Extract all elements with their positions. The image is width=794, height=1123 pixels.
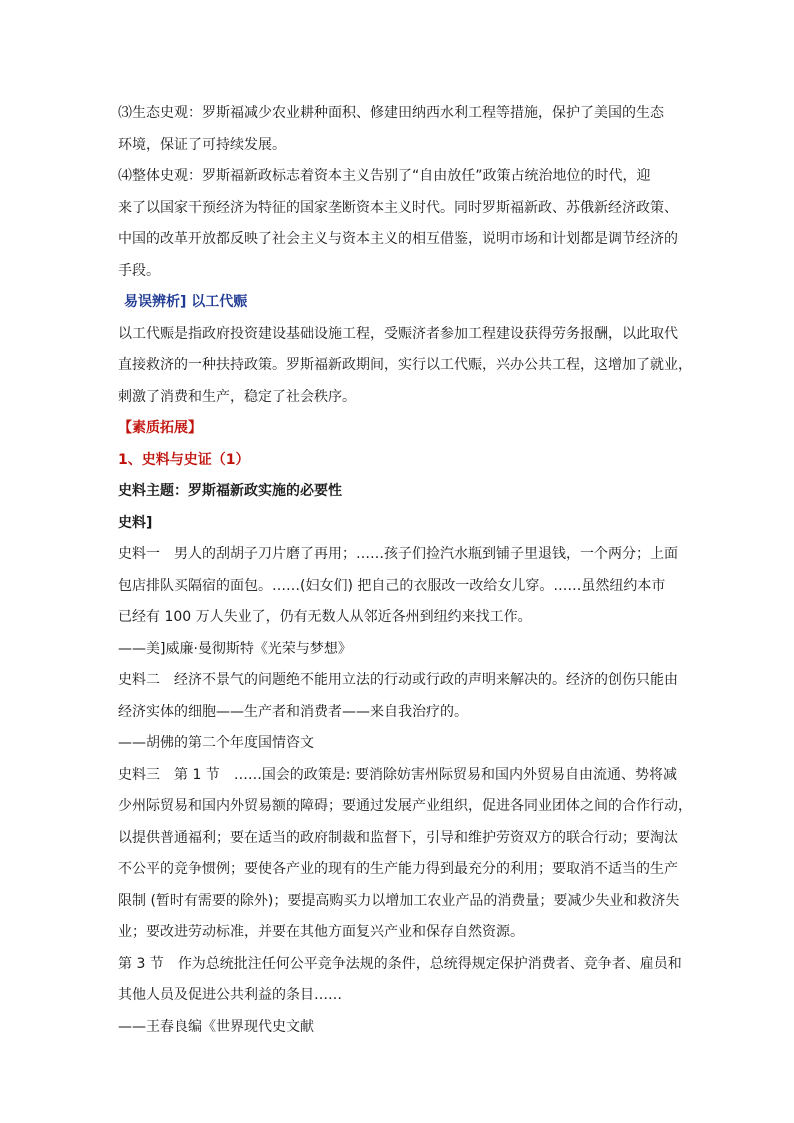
materials-theme: 史料主题：罗斯福新政实施的必要性 bbox=[118, 483, 342, 499]
source-3-line-3: 以提供普通福利；要在适当的政府制裁和监督下，引导和维护劳资双方的联合行动；要淘汰 bbox=[118, 829, 678, 846]
source-3-text-1: ……国会的政策是: 要消除妨害州际贸易和国内外贸易自由流通、势将减 bbox=[233, 766, 677, 783]
source-2-text-1: 经济不景气的问题绝不能用立法的行动或行政的声明来解决的。经济的创伤只能由 bbox=[174, 672, 678, 688]
source-3-citation: ——王春良编《世界现代史文献 bbox=[118, 1018, 314, 1035]
source-3-text-7: 作为总统批注任何公平竞争法规的条件，总统得规定保护消费者、竞争者、雇员和 bbox=[177, 955, 682, 972]
section-title: 【素质拓展】 bbox=[118, 420, 202, 436]
source-3-line-7 bbox=[118, 949, 682, 981]
misconception-line-2: 直接救济的一种扶持政策。罗斯福新政期间，实行以工代赈，兴办公共工程，这增加了就业， bbox=[118, 357, 692, 373]
source-1-citation: ——美]威廉·曼彻斯特《光荣与梦想》 bbox=[118, 640, 352, 657]
source-2-label: 史料二 bbox=[118, 672, 160, 688]
misconception-heading: 易误辨析] 以工代赈 bbox=[124, 294, 248, 310]
source-3-line-8: 其他人员及促进公共利益的条目…… bbox=[118, 987, 342, 1003]
document-page bbox=[118, 98, 692, 1043]
source-2-line-1 bbox=[118, 665, 678, 697]
source-3-line-6: 业；要改进劳动标准，并要在其他方面复兴产业和保存自然资源。 bbox=[118, 924, 524, 940]
source-1-line-3: 已经有 100 万人失业了，仍有无数人从邻近各州到纽约来找工作。 bbox=[118, 609, 532, 625]
holistic-view-line-1: ⑷整体史观：罗斯福新政标志着资本主义告别了“自由放任”政策占统治地位的时代，迎 bbox=[118, 168, 651, 184]
source-1-label: 史料一 bbox=[118, 546, 160, 562]
source-3-section-3-label: 第 3 节 bbox=[118, 955, 164, 972]
materials-label: 史料] bbox=[118, 514, 153, 531]
source-3-label: 史料三 bbox=[118, 766, 160, 783]
source-3-line-2: 少州际贸易和国内外贸易额的障碍；要通过发展产业组织，促进各同业团体之间的合作行动， bbox=[118, 798, 692, 814]
source-3-line-1 bbox=[118, 760, 678, 792]
source-1-line-2: 包店排队买隔宿的面包。……(妇女们) 把自己的衣服改一改给女儿穿。……虽然纽约本市 bbox=[118, 577, 666, 594]
ecology-view-line-1: ⑶生态史观：罗斯福减少农业耕种面积、修建田纳西水利工程等措施，保护了美国的生态 bbox=[118, 105, 664, 121]
source-2-citation: ——胡佛的第二个年度国情咨文 bbox=[118, 735, 314, 751]
source-3-section-1-label: 第 1 节 bbox=[174, 766, 220, 783]
source-1-line-1 bbox=[118, 539, 678, 571]
holistic-view-line-2: 来了以国家干预经济为特征的国家垄断资本主义时代。同时罗斯福新政、苏俄新经济政策、 bbox=[118, 199, 678, 216]
holistic-view-line-4: 手段。 bbox=[118, 262, 160, 279]
holistic-view-line-3: 中国的改革开放都反映了社会主义与资本主义的相互借鉴，说明市场和计划都是调节经济的 bbox=[118, 231, 678, 247]
misconception-line-3: 刺激了消费和生产，稳定了社会秩序。 bbox=[118, 388, 356, 405]
source-1-text-1: 男人的刮胡子刀片磨了再用；……孩子们捡汽水瓶到铺子里退钱，一个两分；上面 bbox=[174, 546, 678, 562]
ecology-view-line-2: 环境，保证了可持续发展。 bbox=[118, 136, 286, 153]
misconception-line-1: 以工代赈是指政府投资建设基础设施工程，受赈济者参加工程建设获得劳务报酬，以此取代 bbox=[118, 325, 678, 342]
subsection-title: 1、史料与史证（1） bbox=[118, 451, 250, 468]
source-3-line-4: 不公平的竞争惯例；要使各产业的现有的生产能力得到最充分的利用；要取消不适当的生产 bbox=[118, 861, 678, 877]
source-2-line-2: 经济实体的细胞——生产者和消费者——来自我治疗的。 bbox=[118, 703, 468, 720]
source-3-line-5: 限制 (暂时有需要的除外)；要提高购买力以增加工农业产品的消费量；要减少失业和救济失 bbox=[118, 892, 680, 909]
